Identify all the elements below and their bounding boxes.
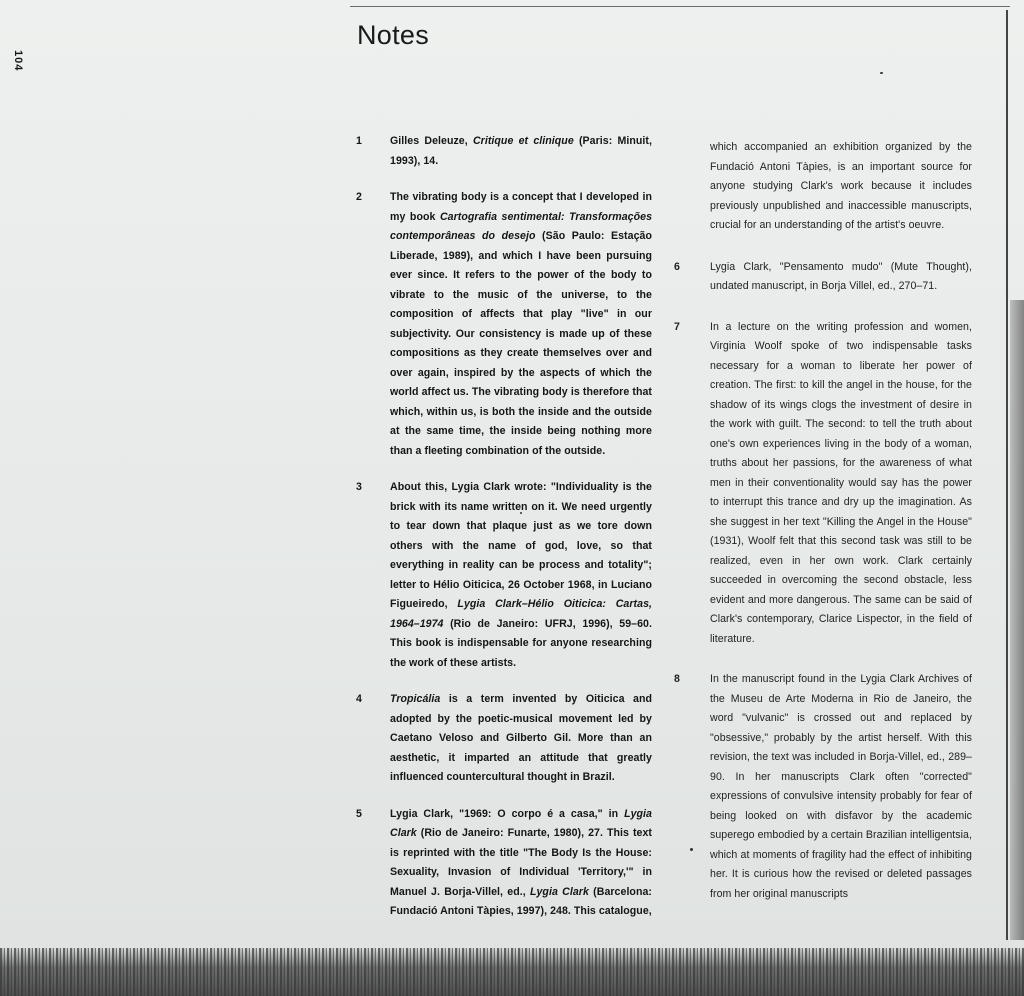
footnote-text: The vibrating body is a concept that I developed in my book <box>390 191 652 223</box>
footnote-italic-title: Cartografia sentimental: Transformações contemporâneas do desejo <box>390 210 653 242</box>
scan-bottom-noise <box>0 948 1024 996</box>
footnote-text: In the manuscript found in the Lygia Clark Archives of the Museu de Arte Moderna in Rio de Janeiro, the word "vulvanic" is crossed out and replaced by "obsessive," probably by the artist herself. With this revision, the text was included in Borja-Villel, ed., 289–90. In her manuscripts Clark often "corrected" expressions of convulsive intensity probably for fear of being looked on with disfavor by the academic superego embodied by a certain Brazilian intelligentsia, which at moments of fragility had the effect of inhibiting her. It is curious how the revised or deleted passages from her original manuscripts <box>710 673 972 900</box>
scan-edge-shadow <box>1010 300 1024 940</box>
footnote-number: 7 <box>674 320 680 333</box>
top-rule <box>350 6 1010 7</box>
footnote-italic-title: Lygia Clark–Hélio Oiticica: Cartas, 1964–1974 <box>390 598 653 630</box>
footnote-text: Gilles Deleuze, <box>390 135 473 147</box>
footnote-number: 8 <box>674 673 680 685</box>
footnote-text: (Barcelona: Fundació Antoni Tàpies, 1997), 248. This catalogue, <box>390 885 652 917</box>
footnote <box>674 318 972 650</box>
footnote <box>356 690 652 788</box>
footnote-text: Lygia Clark, "1969: O corpo é a casa," in <box>390 807 625 820</box>
footnote-italic-title: Critique et clinique <box>472 135 574 147</box>
notes-column-right <box>674 138 972 904</box>
footnote-text: (São Paulo: Estação Liberade, 1989), and which I have been pursuing ever since. It refers to the power of the body to vibrate to the music of the universe, to the composition of affects that play "live" in our subjectivity. Our consistency is made up of these compositions as they create themselves over and over again, inspired by the aspects of which the world affect us. The vibrating body is therefore that which, within us, is both the inside and the outside at the same time, the inside being nothing more than a fleeting combination of the outside. <box>390 230 652 457</box>
footnote <box>356 188 653 461</box>
footnote-text: which accompanied an exhibition organized by the Fundació Antoni Tàpies, is an important source for anyone studying Clark's work because it includes previously unpublished and inaccessible manuscripts, crucial for an understanding of the artist's oeuvre. <box>710 141 972 231</box>
notes-column-left <box>356 132 653 922</box>
footnote <box>710 138 972 236</box>
footnote <box>674 258 972 297</box>
page-number: 104 <box>12 50 24 72</box>
footnote-text: In a lecture on the writing profession and women, Virginia Woolf spoke of two indispensable tasks necessary for a woman to liberate her power of creation. The first: to kill the angel in the house, for the shadow of its wings clogs the investment of desire in the work with guilt. The second: to tell the truth about one's own experiences living in the body of a woman, truths about her passions, for the awareness of what men in their conventionality would say has the power to interrupt this trance and dry up the imagination. As she suggest in her text "Killing the Angel in the House" (1931), Woolf felt that this second task was still to be realized, even in her own work. Clark certainly succeeded in overcoming the second obstacle, less evident and more dangerous. The same can be said of Clark's contemporary, Clarice Lispector, in the field of literature. <box>710 320 972 645</box>
dust-speck <box>690 848 693 851</box>
footnote-text: About this, Lygia Clark wrote: "Individuality is the brick with its name written on it. We need urgently to tear down that plaque just as we tore down others with the name of god, love, so that everything in reality can be process and totality"; letter to Hélio Oiticica, 26 October 1968, in Luciano Figueiredo, <box>390 481 652 610</box>
footnote-number: 2 <box>356 191 362 203</box>
footnote-italic-title: Lygia Clark <box>529 885 589 898</box>
footnote-number: 3 <box>356 481 362 493</box>
footnote <box>356 132 652 171</box>
footnote-italic-title: Lygia Clark <box>390 807 652 839</box>
footnote <box>356 805 652 922</box>
footnote <box>356 478 653 673</box>
footnote-text: Lygia Clark, "Pensamento mudo" (Mute Thought), undated manuscript, in Borja Villel, ed., 270–71. <box>710 260 972 292</box>
footnote-number: 5 <box>356 807 362 820</box>
footnote-text: (Paris: Minuit, 1993), 14. <box>390 135 652 167</box>
page-title: Notes <box>357 20 430 50</box>
footnote-italic-title: Tropicália <box>390 693 441 705</box>
footnote-number: 1 <box>356 135 362 147</box>
footnote-text: (Rio de Janeiro: UFRJ, 1996), 59–60. This book is indispensable for anyone researching the work of these artists. <box>390 617 652 669</box>
footnote-number: 4 <box>356 693 362 705</box>
footnote-text: (Rio de Janeiro: Funarte, 1980), 27. This text is reprinted with the title "The Body Is the House: Sexuality, Invasion of Individual 'Territory,'" in Manuel J. Borja-Villel, ed., <box>390 827 652 898</box>
right-margin-rule <box>1006 10 1008 940</box>
dust-speck <box>880 72 883 74</box>
footnote <box>674 670 972 904</box>
footnote-text: is a term invented by Oiticica and adopted by the poetic-musical movement led by Caetano Veloso and Gilberto Gil. More than an aesthetic, it imparted an attitude that greatly influenced countercultural thought in Brazil. <box>390 693 652 783</box>
footnote-number: 6 <box>674 260 680 273</box>
